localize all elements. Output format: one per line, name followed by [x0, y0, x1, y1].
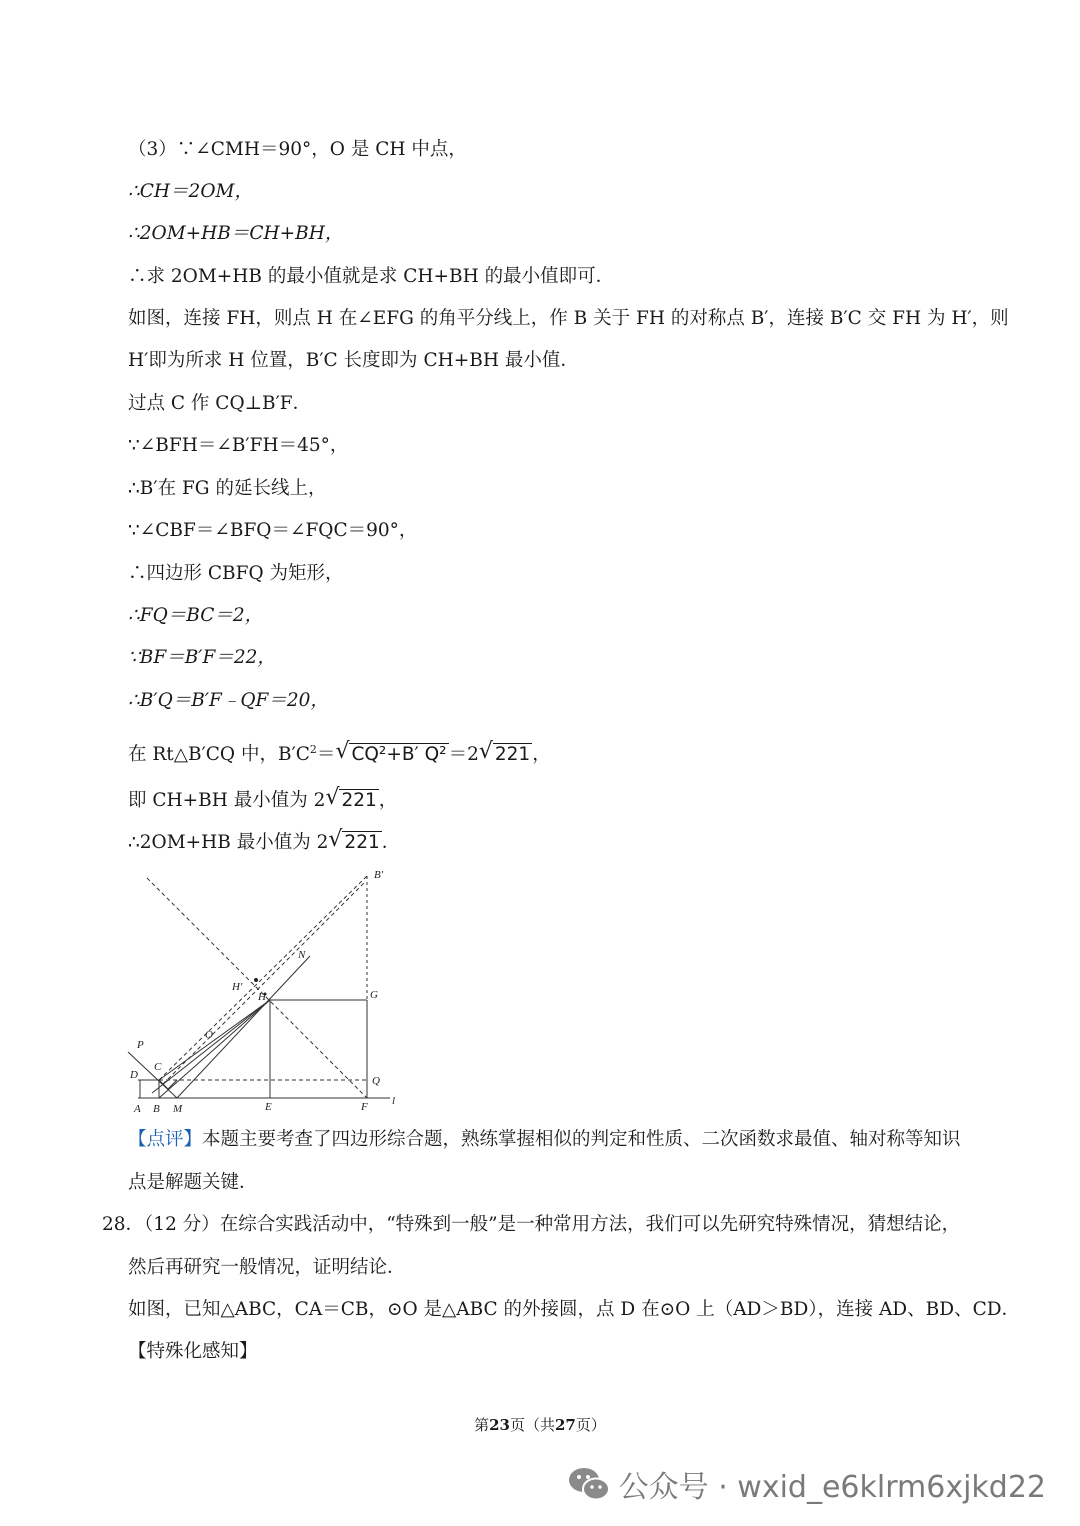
rt-suffix: ，: [532, 744, 551, 766]
label-q: Q: [372, 1075, 380, 1087]
solution-line-10: ∵∠CBF＝∠BFQ＝∠FQC＝90°，: [128, 520, 418, 541]
solution-line-6: H′即为所求 H 位置，B′C 长度即为 CH+BH 最小值．: [128, 350, 579, 371]
wechat-icon: [567, 1464, 611, 1504]
comment-line-1: [128, 1127, 961, 1153]
solution-line-1: （3）∵∠CMH＝90°，O 是 CH 中点，: [128, 139, 467, 160]
solution-line-14: ∴B′Q＝B′F﹣QF＝20，: [128, 690, 329, 711]
comment-text-1: 本题主要考查了四边形综合题，熟练掌握相似的判定和性质、二次函数求最值、轴对称等知识: [202, 1129, 961, 1150]
min-suffix: ，: [378, 790, 398, 811]
min-prefix: 即 CH+BH 最小值为 2: [128, 790, 326, 811]
solution-line-8: ∵∠BFH＝∠B′FH＝45°，: [128, 435, 349, 456]
question-28-line-4: 【特殊化感知】: [128, 1341, 258, 1362]
rt-radicand: CQ²+B′ Q²: [351, 744, 447, 766]
min-value-line: [128, 788, 397, 814]
label-m: M: [173, 1103, 183, 1115]
label-a: A: [134, 1103, 141, 1115]
rt-prefix: 在 Rt△B′CQ 中，B′C: [128, 744, 310, 766]
final-prefix: ∴2OM+HB 最小值为 2: [128, 832, 329, 853]
sqrt-radical: [325, 788, 378, 814]
square-abcd: [140, 1080, 159, 1098]
footer-pre: 第: [474, 1416, 490, 1434]
label-c: C: [154, 1061, 162, 1073]
solution-line-5: 如图，连接 FH，则点 H 在∠EFG 的角平分线上，作 B 关于 FH 的对称点 B′，连接 B′C 交 FH 为 H′，则: [128, 308, 1009, 329]
question-28-line-3: 如图，已知△ABC，CA＝CB，⊙O 是△ABC 的外接圆，点 D 在⊙O 上（AD＞BD），连接 AD、BD、CD．: [128, 1299, 1021, 1320]
sqrt-radical: [335, 742, 448, 768]
dashed-bprime-c-2: [163, 882, 365, 1084]
line-mh: [152, 1000, 270, 1093]
solution-line-7: 过点 C 作 CQ⊥B′F．: [128, 393, 312, 414]
watermark-text: 公众号 · wxid_e6klrm6xjkd22: [618, 1470, 1046, 1505]
label-h-prime: H′: [232, 981, 243, 993]
label-o: O: [205, 1029, 213, 1041]
page-footer: [0, 1414, 1080, 1435]
solution-line-4: ∴求 2OM+HB 的最小值就是求 CH+BH 的最小值即可．: [128, 266, 615, 287]
label-b: B: [153, 1103, 160, 1115]
solution-line-13: ∵BF＝B′F＝22，: [128, 647, 276, 668]
question-28-line-1: [102, 1212, 960, 1238]
rt-sup: 2: [309, 743, 317, 756]
total-pages: 27: [555, 1416, 576, 1434]
question-number: 28．: [102, 1214, 145, 1235]
final-value-line: [128, 830, 400, 856]
solution-line-2: ∴CH＝2OM，: [128, 181, 253, 202]
tick-m: [168, 1080, 177, 1089]
geometry-diagram: [122, 868, 412, 1120]
question-text-1: （12 分）在综合实践活动中，“特殊到一般”是一种常用方法，我们可以先研究特殊情况，猜想结论，: [144, 1214, 961, 1235]
final-suffix: ．: [381, 832, 401, 853]
rt-sqrt-value: 221: [494, 744, 531, 766]
label-l: l: [392, 1095, 396, 1107]
dashed-bprime-c: [159, 876, 367, 1080]
footer-mid: 页（共: [509, 1416, 555, 1434]
watermark: [567, 1462, 1046, 1506]
label-f: F: [361, 1101, 368, 1113]
line-ch: [159, 1000, 270, 1080]
label-g: G: [370, 989, 378, 1001]
line-bh: [159, 1000, 270, 1098]
solution-line-11: ∴四边形 CBFQ 为矩形，: [128, 563, 344, 584]
min-sqrt-value: 221: [341, 790, 377, 811]
rt-eq: ＝: [316, 744, 336, 766]
comment-tag: 【点评】: [128, 1129, 203, 1150]
line-mn: [177, 956, 310, 1098]
question-28-line-2: 然后再研究一般情况，证明结论．: [128, 1257, 406, 1278]
solution-line-12: ∴FQ＝BC＝2，: [128, 605, 264, 626]
solution-line-3: ∴2OM+HB＝CH+BH，: [128, 223, 344, 244]
sqrt-radical: [328, 830, 381, 856]
label-d: D: [130, 1069, 138, 1081]
label-b-prime: B′: [374, 869, 384, 881]
page-number: 23: [489, 1416, 510, 1434]
rt-triangle-line: [128, 737, 551, 768]
final-sqrt-value: 221: [344, 832, 380, 853]
point-h-prime: [254, 978, 258, 982]
comment-line-2: 点是解题关键．: [128, 1172, 258, 1193]
label-p: P: [137, 1039, 144, 1051]
footer-post: 页）: [575, 1416, 606, 1434]
label-n: N: [298, 949, 306, 961]
solution-line-9: ∴B′在 FG 的延长线上，: [128, 478, 327, 499]
rt-eq2: ＝2: [448, 744, 479, 766]
label-e: E: [265, 1101, 272, 1113]
label-h: H: [258, 991, 266, 1003]
sqrt-radical: [479, 742, 532, 768]
